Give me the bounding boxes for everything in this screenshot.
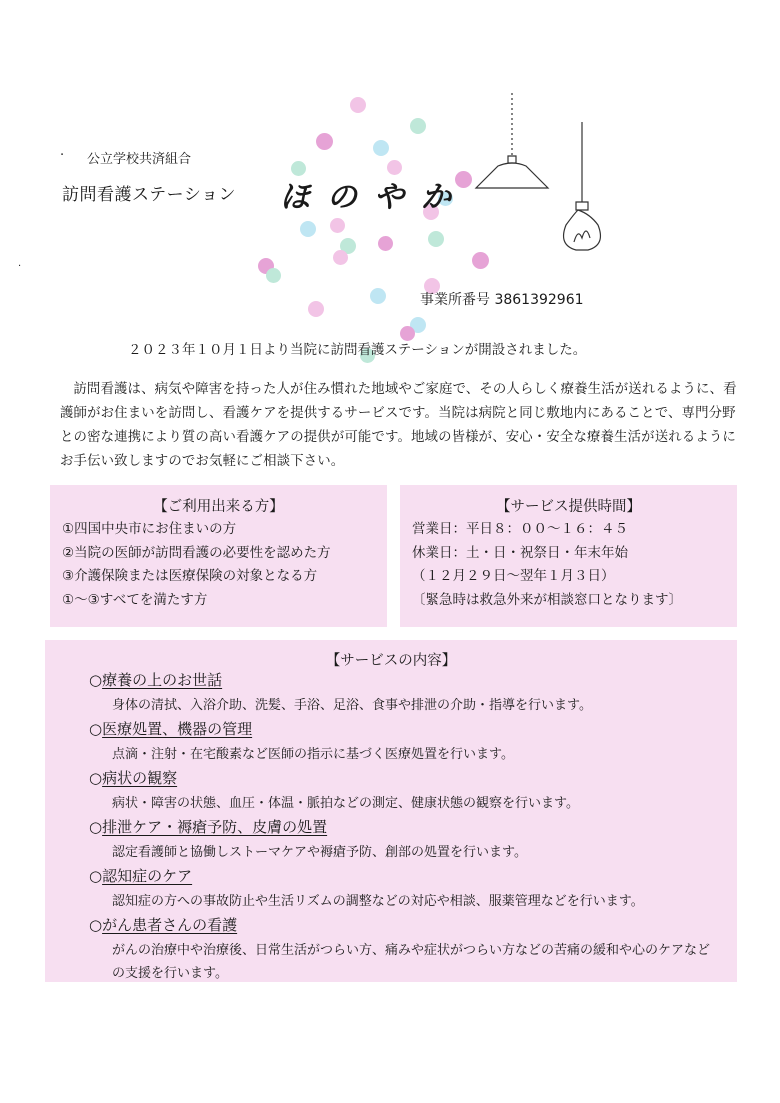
header-bullet: ·: [60, 148, 65, 163]
decor-dot: [373, 140, 389, 156]
service-item: [89, 816, 712, 863]
service-hours-list: [412, 518, 682, 612]
service-description: 病状・障害の状態、血圧・体温・脈拍などの測定、健康状態の観察を行います。: [112, 796, 579, 811]
eligibility-item: ①四国中央市にお住まいの方: [62, 521, 237, 537]
service-title: がん患者さんの看護: [102, 916, 238, 934]
decor-dot: [300, 221, 316, 237]
circle-marker-icon: ○: [89, 769, 103, 787]
decor-dot: [308, 301, 324, 317]
eligibility-item: ①～③すべてを満たす方: [62, 591, 208, 608]
brand-name: ほのやか: [280, 180, 468, 215]
decor-dot: [428, 231, 444, 247]
service-title: 病状の観察: [102, 769, 178, 787]
decor-dot: [330, 218, 345, 233]
services-title: 【サービスの内容】: [325, 653, 457, 669]
service-hours-panel: [400, 485, 737, 627]
station-name: 訪問看護ステーション: [62, 185, 236, 205]
service-title: 排泄ケア・褥瘡予防、皮膚の処置: [102, 818, 328, 836]
circle-marker-icon: ○: [89, 720, 103, 738]
service-hours-item: 休業日：土・日・祝祭日・年末年始: [412, 544, 628, 561]
office-number: 事業所番号 3861392961: [420, 292, 584, 308]
eligibility-title: 【ご利用出来る方】: [153, 499, 284, 515]
service-hours-item: （１２月２９日～翌年１月３日）: [412, 568, 615, 584]
services-panel: [45, 640, 737, 982]
decor-dot: [350, 97, 366, 113]
service-item: [89, 718, 712, 765]
service-description: 身体の清拭、入浴介助、洗髪、手浴、足浴、食事や排泄の介助・指導を行います。: [112, 698, 592, 713]
service-item: [89, 865, 712, 912]
decor-dot: [316, 133, 333, 150]
decor-dot: [266, 268, 281, 283]
decor-dot: [333, 250, 348, 265]
service-title: 医療処置、機器の管理: [102, 720, 253, 738]
opening-notice: ２０２３年１０月１日より当院に訪問看護ステーションが開設されました。: [128, 342, 587, 358]
service-item: [89, 914, 712, 984]
decor-dot: [370, 288, 386, 304]
services-list: [89, 669, 712, 986]
service-item: [89, 767, 712, 814]
pendant-lamp-illustration: [470, 90, 610, 270]
decor-dot: [410, 118, 426, 134]
decor-dot: [378, 236, 393, 251]
circle-marker-icon: ○: [89, 818, 103, 836]
circle-marker-icon: ○: [89, 867, 103, 885]
eligibility-item: ②当院の医師が訪問看護の必要性を認めた方: [62, 544, 331, 561]
eligibility-panel: [50, 485, 387, 627]
service-description: がんの治療中や治療後、日常生活がつらい方、痛みや症状がつらい方などの苦痛の緩和や心のケアなどの支援を行います。: [112, 943, 711, 981]
service-hours-item: 営業日：平日８：００～１６：４５: [412, 521, 628, 537]
intro-paragraph: 訪問看護は、病気や障害を持った人が住み慣れた地域やご家庭で、その人らしく療養生活が送れるように、看護師がお住まいを訪問し、看護ケアを提供するサービスです。当院は病院と同じ敷地内にあることで、専門分野との密な連携により質の高い看護ケアの提供が可能です。地域の皆様が、安心・安全な療養生活が送れるようにお手伝い致しますのでお気軽にご相談下さい。: [60, 382, 737, 469]
stray-mark: .: [18, 258, 22, 269]
eligibility-list: [62, 518, 331, 612]
circle-marker-icon: ○: [89, 916, 103, 934]
service-description: 認定看護師と協働しストーマケアや褥瘡予防、創部の処置を行います。: [112, 845, 527, 860]
organization-name: 公立学校共済組合: [87, 152, 192, 167]
service-description: 認知症の方への事故防止や生活リズムの調整などの対応や相談、服薬管理などを行います。: [112, 894, 644, 909]
service-title: 認知症のケア: [102, 867, 193, 885]
service-hours-item: 〔緊急時は救急外来が相談窓口となります〕: [412, 591, 682, 608]
service-description: 点滴・注射・在宅酸素など医師の指示に基づく医療処置を行います。: [112, 747, 514, 762]
eligibility-item: ③介護保険または医療保険の対象となる方: [62, 568, 318, 584]
service-item: [89, 669, 712, 716]
circle-marker-icon: ○: [89, 671, 103, 689]
service-title: 療養の上のお世話: [102, 671, 223, 689]
service-hours-title: 【サービス提供時間】: [496, 499, 641, 515]
